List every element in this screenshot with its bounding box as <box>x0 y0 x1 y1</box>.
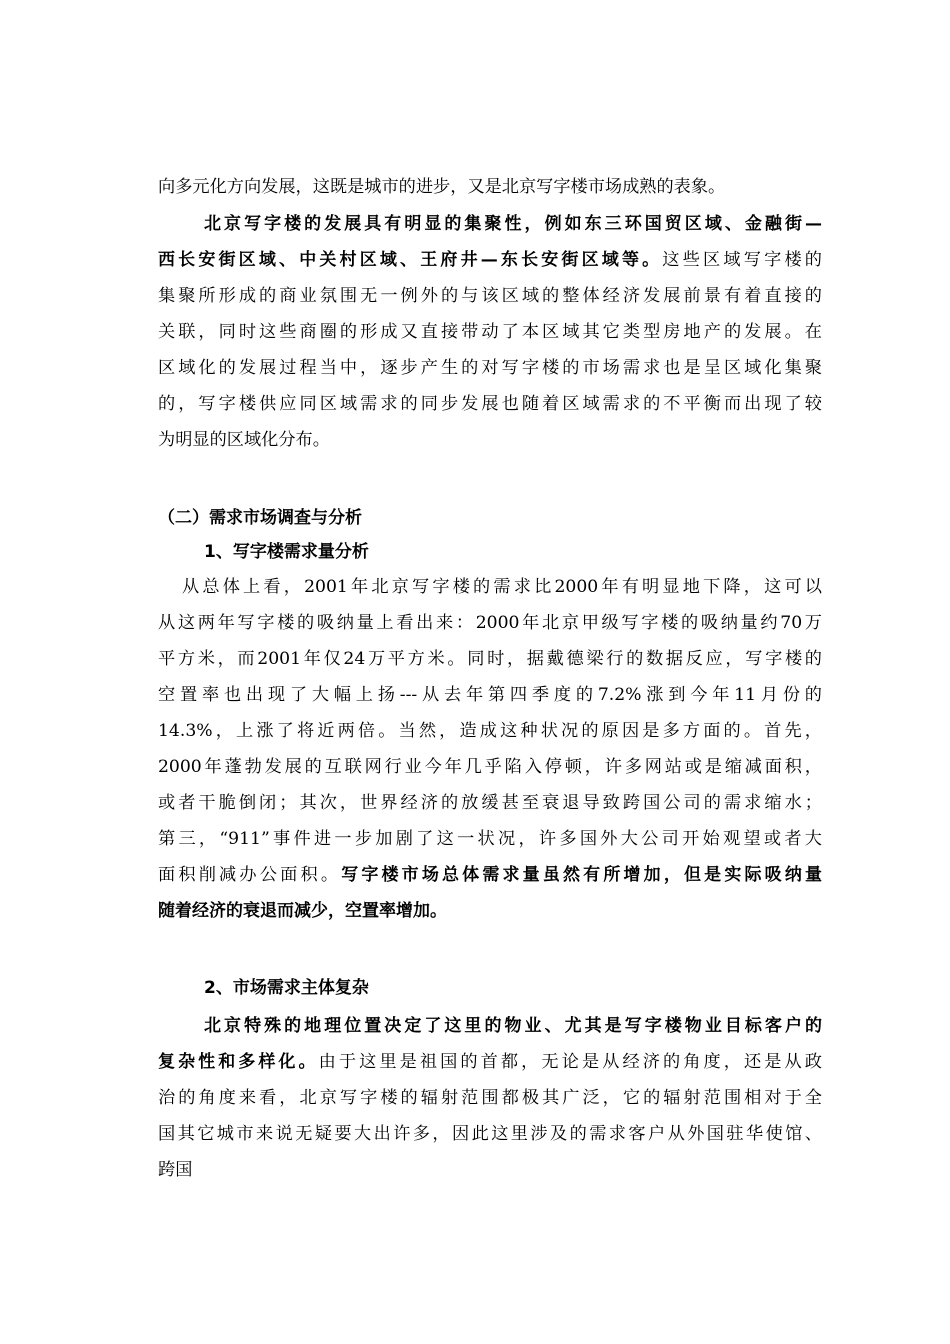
sub1-line-10-bold: 随着经济的衰退而减少，空置率增加。 <box>158 901 447 921</box>
paragraph2-line-7: 为明显的区域化分布。 <box>158 430 330 450</box>
paragraph2-line-6: 的，写字楼供应同区域需求的同步发展也随着区域需求的不平衡而出现了较 <box>158 394 822 414</box>
subsection-1-heading: 1、写字楼需求量分析 <box>204 542 369 562</box>
sub1-line-4: 空置率也出现了大幅上扬---从去年第四季度的7.2%涨到今年11月份的 <box>158 685 822 705</box>
sub2-bold-line-1: 北京特殊的地理位置决定了这里的物业、尤其是写字楼物业目标客户的 <box>204 1016 822 1036</box>
paragraph2-line-2 <box>158 248 822 272</box>
sub2-line-2-rest: 由于这里是祖国的首都，无论是从经济的角度，还是从政 <box>318 1052 822 1072</box>
sub1-line-5: 14.3%，上涨了将近两倍。当然，造成这种状况的原因是多方面的。首先， <box>158 721 822 741</box>
sub2-line-2 <box>158 1050 822 1074</box>
sub2-bold-line-2: 复杂性和多样化。 <box>158 1052 319 1072</box>
sub1-line-9-plain: 面积削减办公面积。 <box>158 865 342 885</box>
sub1-line-8: 第三，“911”事件进一步加剧了这一状况，许多国外大公司开始观望或者大 <box>158 829 822 849</box>
paragraph1-line-1: 向多元化方向发展，这既是城市的进步，又是北京写字楼市场成熟的表象。 <box>158 177 726 197</box>
sub2-line-5: 跨国 <box>158 1160 193 1180</box>
subsection-2-heading: 2、市场需求主体复杂 <box>204 978 369 998</box>
sub1-line-6: 2000年蓬勃发展的互联网行业今年几乎陷入停顿，许多网站或是缩减面积， <box>158 757 822 777</box>
paragraph2-line-3: 集聚所形成的商业氛围无一例外的与该区域的整体经济发展前景有着直接的 <box>158 286 822 306</box>
section-heading: （二）需求市场调查与分析 <box>158 508 362 528</box>
sub1-line-1: 从总体上看，2001年北京写字楼的需求比2000年有明显地下降，这可以 <box>182 577 822 597</box>
sub1-line-2: 从这两年写字楼的吸纳量上看出来：2000年北京甲级写字楼的吸纳量约70万 <box>158 613 822 633</box>
sub1-line-9-bold: 写字楼市场总体需求量虽然有所增加，但是实际吸纳量 <box>341 865 822 885</box>
paragraph2-line-4: 关联，同时这些商圈的形成又直接带动了本区域其它类型房地产的发展。在 <box>158 322 822 342</box>
paragraph2-line-2-rest: 这些区域写字楼的 <box>662 250 822 270</box>
sub1-line-9 <box>158 863 822 887</box>
sub2-line-4: 国其它城市来说无疑要大出许多，因此这里涉及的需求客户从外国驻华使馆、 <box>158 1124 822 1144</box>
sub1-line-7: 或者干脆倒闭；其次，世界经济的放缓甚至衰退导致跨国公司的需求缩水； <box>158 793 822 813</box>
sub2-line-3: 治的角度来看，北京写字楼的辐射范围都极其广泛，它的辐射范围相对于全 <box>158 1088 822 1108</box>
paragraph2-line-5: 区域化的发展过程当中，逐步产生的对写字楼的市场需求也是呈区域化集聚 <box>158 358 822 378</box>
paragraph2-bold-line-2: 西长安街区域、中关村区域、王府井—东长安街区域等。 <box>158 250 663 270</box>
paragraph2-bold-line-1: 北京写字楼的发展具有明显的集聚性，例如东三环国贸区域、金融街— <box>204 214 822 234</box>
sub1-line-3: 平方米，而2001年仅24万平方米。同时，据戴德梁行的数据反应，写字楼的 <box>158 649 822 669</box>
